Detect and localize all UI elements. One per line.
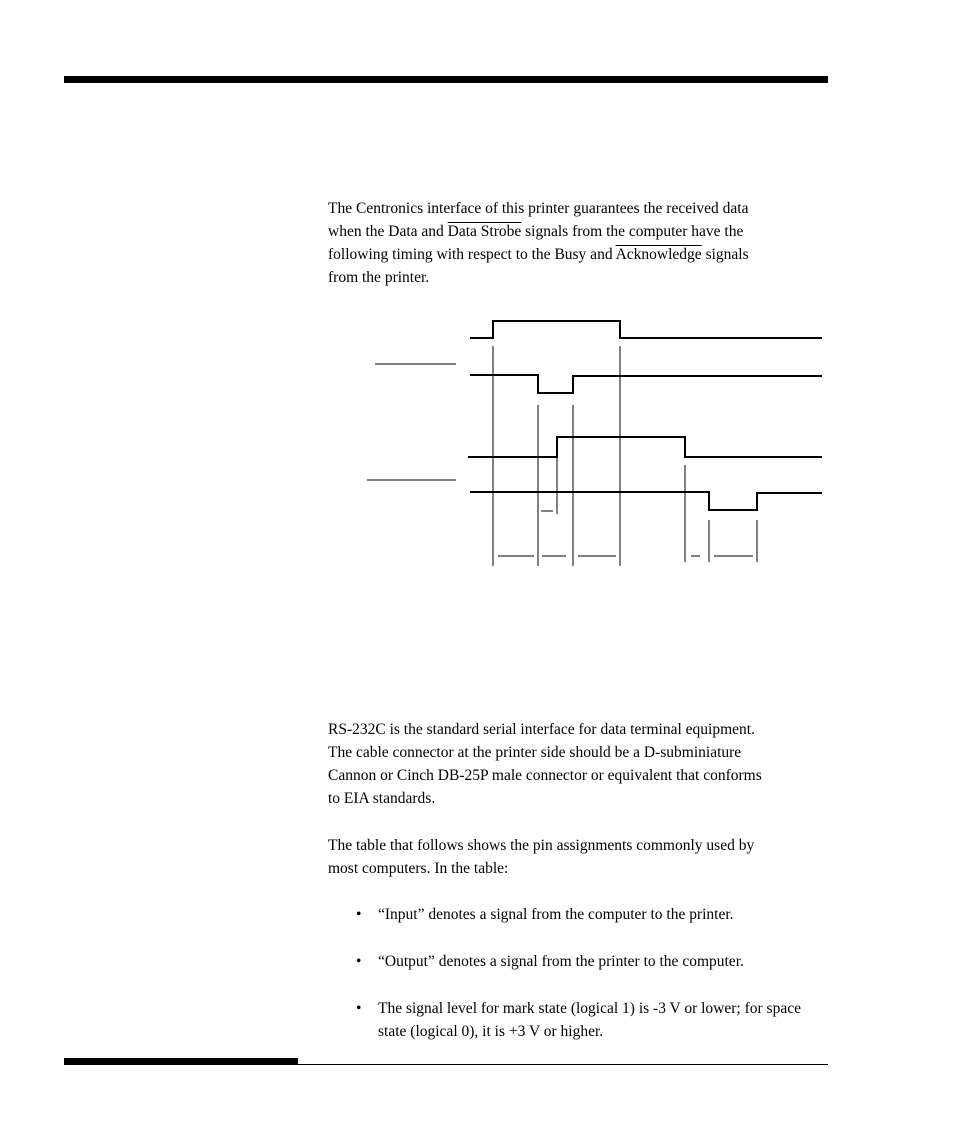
intro-line-3 [328, 243, 828, 266]
rs232-line-2: The cable connector at the printer side should be a D-subminiature [328, 744, 742, 761]
intro-line-3-pre: following timing with respect to the Busy and [328, 246, 616, 263]
data-strobe-label: Data Strobe [447, 223, 522, 240]
acknowledge-label: Acknowledge [615, 246, 702, 263]
rs232-line-4: to EIA standards. [328, 790, 436, 807]
footer-rule-thick [64, 1058, 298, 1065]
data-strobe-waveform [471, 375, 821, 393]
table-intro-paragraph [328, 834, 828, 880]
rs232-paragraph [328, 718, 828, 810]
rs232-line-3: Cannon or Cinch DB-25P male connector or equivalent that conforms [328, 767, 762, 784]
intro-line-2 [328, 220, 828, 243]
bullet-marker: • [356, 953, 362, 970]
table-intro-line-2: most computers. In the table: [328, 860, 509, 877]
busy-waveform [469, 437, 821, 457]
intro-line-1: The Centronics interface of this printer guarantees the received data [328, 200, 749, 217]
intro-line-2-post: signals from the computer have the [521, 223, 744, 240]
bullet-text: The signal level for mark state (logical 1) is -3 V or lower; for space state (logical 0), it is +3 V or higher. [378, 1000, 801, 1040]
bullet-text: “Output” denotes a signal from the printer to the computer. [378, 953, 744, 970]
data-waveform [471, 321, 821, 338]
intro-line-3-post: signals [701, 246, 749, 263]
table-intro-line-1: The table that follows shows the pin assignments commonly used by [328, 837, 755, 854]
intro-line-4: from the printer. [328, 269, 430, 286]
bullet-marker: • [356, 1000, 362, 1017]
footer-rule-thin [298, 1064, 828, 1065]
rs232-line-1: RS-232C is the standard serial interface for data terminal equipment. [328, 721, 755, 738]
header-rule [64, 76, 828, 83]
intro-paragraph [328, 197, 828, 289]
bullet-marker: • [356, 906, 362, 923]
bullet-text: “Input” denotes a signal from the computer to the printer. [378, 906, 734, 923]
acknowledge-waveform [471, 492, 821, 510]
intro-line-2-pre: when the Data and [328, 223, 448, 240]
